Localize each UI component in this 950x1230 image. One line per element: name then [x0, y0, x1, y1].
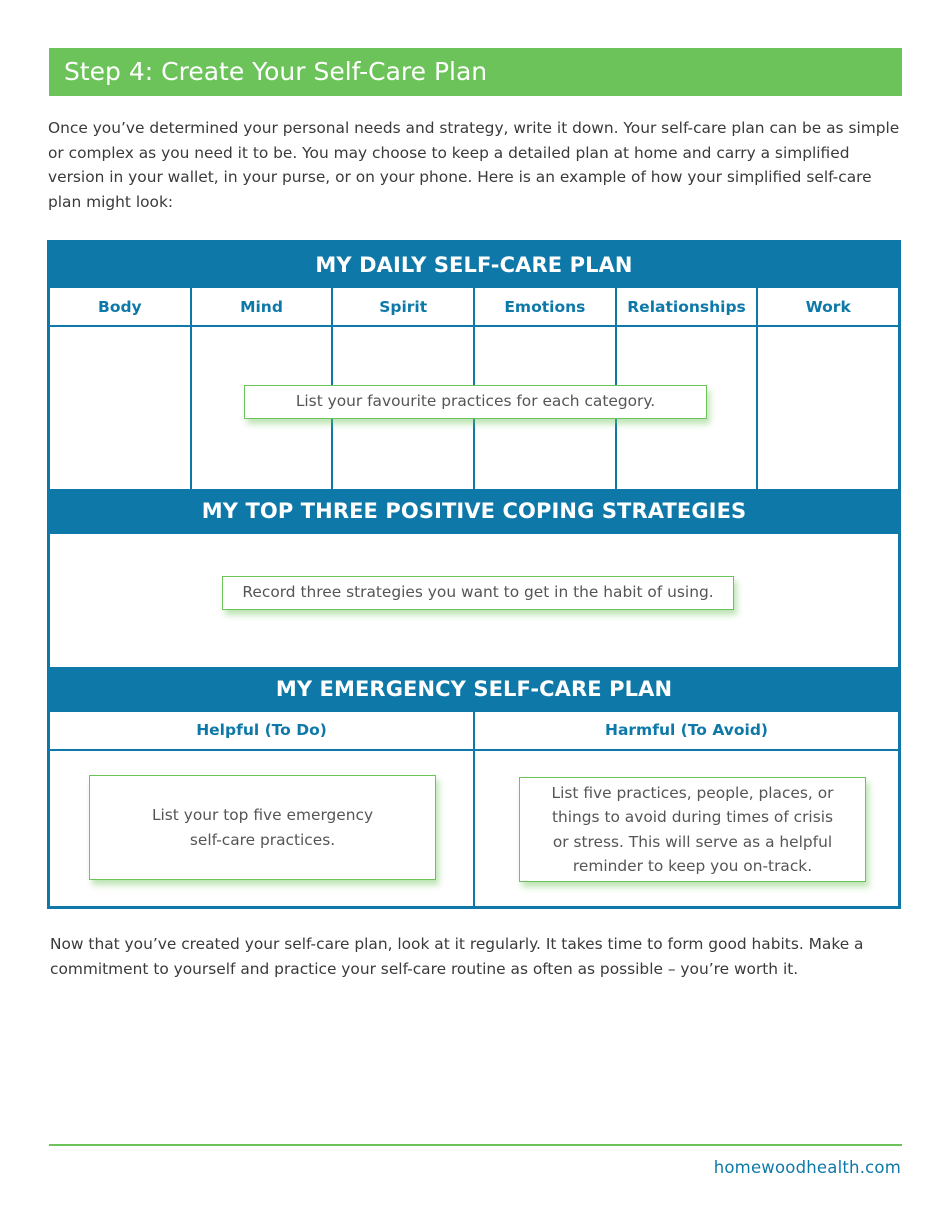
helpful-note-line: self-care practices.: [189, 830, 336, 849]
category-mind: Mind: [192, 288, 334, 325]
daily-plan-note: List your favourite practices for each category.: [244, 385, 707, 419]
column-work: [758, 327, 898, 489]
helpful-note-line: List your top five emergency: [151, 806, 374, 824]
closing-paragraph: Now that you’ve created your self-care plan, look at it regularly. It takes time to form good habits. Make a commitment to yourself and practice your self-care routine as often as possible – you’re worth it.: [50, 935, 864, 978]
intro-paragraph: Once you’ve determined your personal needs and strategy, write it down. Your self-care plan can be as simple or complex as you need it to be. You may choose to keep a detailed plan at home and carry a simplified version in your wallet, in your purse, or on your phone. Here is an example of how your simplified self-care plan might look:: [48, 119, 900, 212]
footer-website-link[interactable]: homewoodhealth.com: [713, 1158, 901, 1177]
category-header-row: [50, 288, 898, 327]
category-relationships: Relationships: [617, 288, 759, 325]
self-care-plan-table: [47, 240, 901, 909]
harmful-note: [519, 777, 866, 882]
column-body: [50, 327, 192, 489]
category-work: Work: [805, 298, 851, 316]
harmful-note-line: or stress. This will serve as a helpful: [552, 832, 833, 851]
coping-strategies-note: Record three strategies you want to get in the habit of using.: [222, 576, 734, 610]
emergency-header-row: [50, 712, 898, 751]
helpful-label: Helpful (To Do): [50, 712, 475, 749]
category-spirit: Spirit: [333, 288, 475, 325]
harmful-label: Harmful (To Avoid): [604, 721, 769, 739]
helpful-note: [89, 775, 436, 880]
harmful-note-line: reminder to keep you on-track.: [572, 857, 813, 875]
category-emotions: Emotions: [475, 288, 617, 325]
emergency-plan-header: MY EMERGENCY SELF-CARE PLAN: [50, 667, 898, 712]
category-body: Body: [50, 288, 192, 325]
footer-divider: [49, 1144, 902, 1146]
step-title-banner: Step 4: Create Your Self-Care Plan: [49, 48, 902, 96]
coping-strategies-header: MY TOP THREE POSITIVE COPING STRATEGIES: [50, 489, 898, 534]
daily-plan-header: MY DAILY SELF-CARE PLAN: [50, 243, 898, 288]
harmful-note-line: things to avoid during times of crisis: [551, 808, 834, 826]
harmful-note-line: List five practices, people, places, or: [551, 783, 834, 802]
emergency-column-divider: [473, 751, 475, 909]
